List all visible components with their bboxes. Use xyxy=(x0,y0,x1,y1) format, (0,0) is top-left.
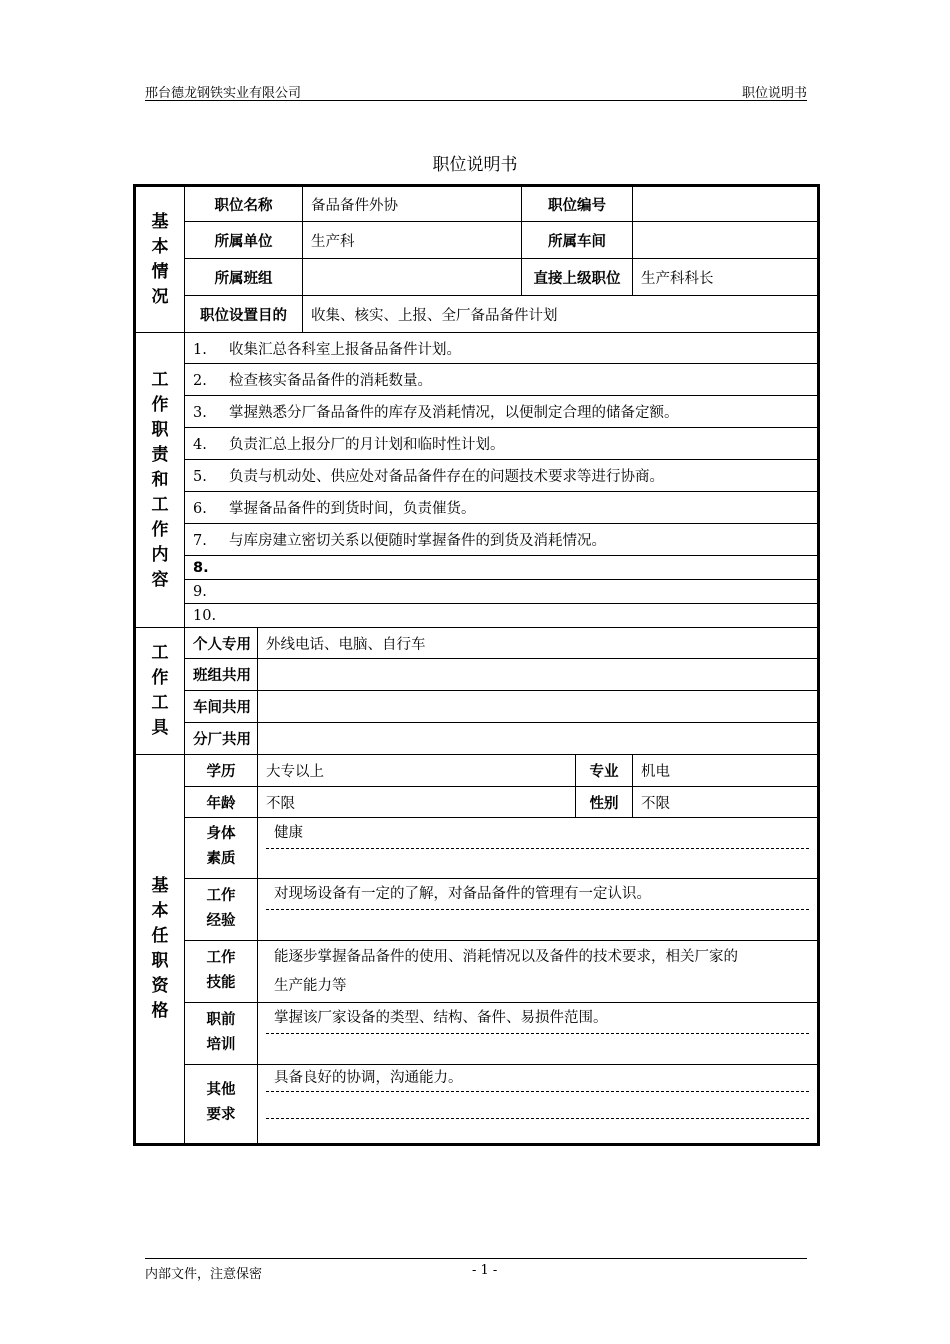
qual-row-education xyxy=(135,755,819,787)
value-major: 机电 xyxy=(633,755,819,787)
basic-row-unit xyxy=(135,222,819,259)
value-skills: 能逐步掌握备品备件的使用、消耗情况以及备件的技术要求，相关厂家的 生产能力等 xyxy=(258,941,819,1003)
value-position-code xyxy=(633,186,819,222)
section-duties: 工作职责和工作内容 xyxy=(135,333,185,628)
duty-row xyxy=(135,460,819,492)
tool-value xyxy=(258,691,819,723)
duty-row xyxy=(135,580,819,604)
label-education: 学历 xyxy=(185,755,258,787)
tool-label: 班组共用 xyxy=(185,659,258,691)
label-other: 其他要求 xyxy=(185,1065,258,1145)
duty-item: 3. 掌握熟悉分厂备品备件的库存及消耗情况，以便制定合理的储备定额。 xyxy=(185,396,819,428)
tool-row xyxy=(135,691,819,723)
value-purpose: 收集、核实、上报、全厂备品备件计划 xyxy=(303,296,819,333)
duty-item: 8. xyxy=(185,556,819,580)
company-name: 邢台德龙钢铁实业有限公司 xyxy=(145,86,302,101)
value-workshop xyxy=(633,222,819,259)
footer-confidential-note: 内部文件，注意保密 xyxy=(145,1267,263,1282)
label-purpose: 职位设置目的 xyxy=(185,296,303,333)
basic-row-purpose xyxy=(135,296,819,333)
duty-item: 10. xyxy=(185,604,819,628)
label-unit: 所属单位 xyxy=(185,222,303,259)
value-other: 具备良好的协调，沟通能力。 xyxy=(258,1065,819,1145)
footer-rule xyxy=(145,1258,807,1259)
label-position-name: 职位名称 xyxy=(185,186,303,222)
page-number: - 1 - xyxy=(472,1263,498,1278)
duty-item: 5. 负责与机动处、供应处对备品备件存在的问题技术要求等进行协商。 xyxy=(185,460,819,492)
qual-row-experience xyxy=(135,879,819,941)
value-education: 大专以上 xyxy=(258,755,576,787)
label-experience: 工作经验 xyxy=(185,879,258,941)
value-physical: 健康 xyxy=(258,818,819,879)
basic-row-team xyxy=(135,259,819,296)
duty-item: 9. xyxy=(185,580,819,604)
tool-value xyxy=(258,723,819,755)
label-physical: 身体素质 xyxy=(185,818,258,879)
qual-row-other xyxy=(135,1065,819,1145)
tool-row xyxy=(135,628,819,659)
label-superior: 直接上级职位 xyxy=(522,259,633,296)
duty-item: 2. 检查核实备品备件的消耗数量。 xyxy=(185,364,819,396)
duty-row xyxy=(135,604,819,628)
value-position-name: 备品备件外协 xyxy=(303,186,522,222)
tool-label: 分厂共用 xyxy=(185,723,258,755)
label-major: 专业 xyxy=(576,755,633,787)
duty-row xyxy=(135,492,819,524)
label-gender: 性别 xyxy=(576,787,633,818)
value-experience: 对现场设备有一定的了解，对备品备件的管理有一定认识。 xyxy=(258,879,819,941)
value-superior: 生产科科长 xyxy=(633,259,819,296)
duty-row xyxy=(135,524,819,556)
label-age: 年龄 xyxy=(185,787,258,818)
tool-label: 个人专用 xyxy=(185,628,258,659)
qual-row-skills xyxy=(135,941,819,1003)
duty-row xyxy=(135,364,819,396)
section-tools: 工作工具 xyxy=(135,628,185,755)
header-doc-type: 职位说明书 xyxy=(741,86,807,101)
duty-item: 4. 负责汇总上报分厂的月计划和临时性计划。 xyxy=(185,428,819,460)
value-training: 掌握该厂家设备的类型、结构、备件、易损件范围。 xyxy=(258,1003,819,1065)
label-workshop: 所属车间 xyxy=(522,222,633,259)
duty-item: 7. 与库房建立密切关系以便随时掌握备件的到货及消耗情况。 xyxy=(185,524,819,556)
label-skills: 工作技能 xyxy=(185,941,258,1003)
duty-row xyxy=(135,556,819,580)
label-team: 所属班组 xyxy=(185,259,303,296)
qual-row-physical xyxy=(135,818,819,879)
tool-label: 车间共用 xyxy=(185,691,258,723)
section-basic-info: 基本情况 xyxy=(135,186,185,333)
label-position-code: 职位编号 xyxy=(522,186,633,222)
duty-row xyxy=(135,396,819,428)
duty-row xyxy=(135,428,819,460)
duty-item: 1. 收集汇总各科室上报备品备件计划。 xyxy=(185,333,819,364)
tool-row xyxy=(135,659,819,691)
value-team xyxy=(303,259,522,296)
value-gender: 不限 xyxy=(633,787,819,818)
tool-row xyxy=(135,723,819,755)
tool-value: 外线电话、电脑、自行车 xyxy=(258,628,819,659)
duty-item: 6. 掌握备品备件的到货时间，负责催货。 xyxy=(185,492,819,524)
duty-row xyxy=(135,333,819,364)
value-age: 不限 xyxy=(258,787,576,818)
section-qualifications: 基本任职资格 xyxy=(135,755,185,1145)
job-description-table xyxy=(133,184,820,1146)
header-rule xyxy=(145,100,807,101)
document-title: 职位说明书 xyxy=(432,155,518,175)
qual-row-training xyxy=(135,1003,819,1065)
basic-row-name xyxy=(135,186,819,222)
label-training: 职前培训 xyxy=(185,1003,258,1065)
tool-value xyxy=(258,659,819,691)
qual-row-age xyxy=(135,787,819,818)
value-unit: 生产科 xyxy=(303,222,522,259)
